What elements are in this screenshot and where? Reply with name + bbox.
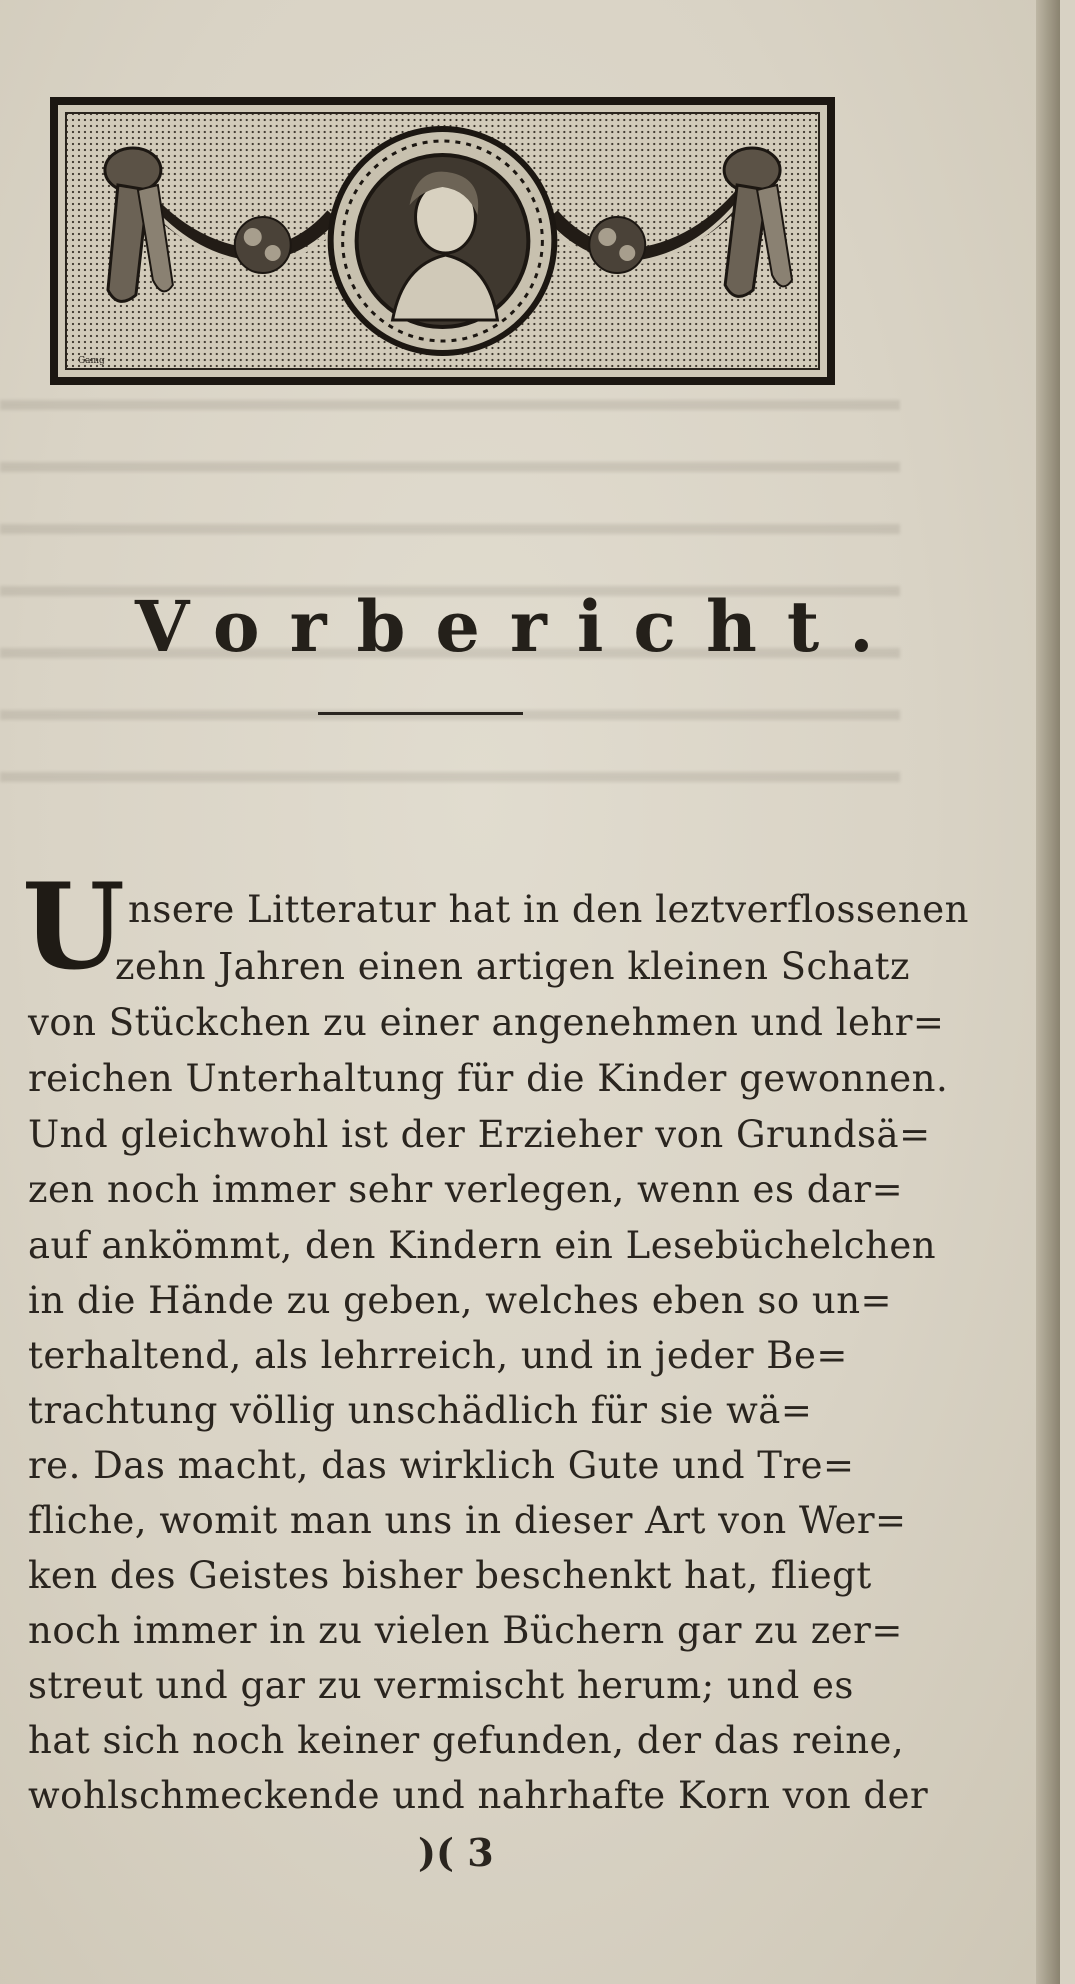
text-line: nsere Litteratur hat in den leztverflossenen <box>128 888 969 931</box>
chapter-heading: Vorbericht. <box>135 585 904 668</box>
text-line: reichen Unterhaltung für die Kinder gewonnen. <box>28 1057 949 1100</box>
drop-cap: U <box>22 857 125 996</box>
text-line: wohlschmeckende und nahrhafte Korn von der <box>28 1774 929 1817</box>
page-gutter <box>1036 0 1060 1984</box>
text-line: fliche, womit man uns in dieser Art von Wer= <box>28 1499 907 1542</box>
text-line: ken des Geistes bisher beschenkt hat, fliegt <box>28 1554 872 1597</box>
text-line: terhaltend, als lehrreich, und in jeder Be= <box>28 1334 848 1377</box>
text-line: von Stückchen zu einer angenehmen und lehr= <box>28 1001 945 1044</box>
signature-mark: )( 3 <box>418 1830 494 1875</box>
svg-text:Gamg: Gamg <box>77 355 105 367</box>
text-line: re. Das macht, das wirklich Gute und Tre= <box>28 1444 855 1487</box>
text-line: streut und gar zu vermischt herum; und es <box>28 1664 854 1707</box>
text-line: noch immer in zu vielen Büchern gar zu zer= <box>28 1609 903 1652</box>
text-line: zen noch immer sehr verlegen, wenn es dar= <box>28 1168 904 1211</box>
text-line: Und gleichwohl ist der Erzieher von Grundsä= <box>28 1113 931 1156</box>
text-line: zehn Jahren einen artigen kleinen Schatz <box>115 945 910 988</box>
header-ornament-vignette <box>50 97 835 385</box>
heading-rule <box>318 712 523 715</box>
text-line: auf ankömmt, den Kindern ein Lesebüchelchen <box>28 1224 937 1267</box>
text-line: trachtung völlig unschädlich für sie wä= <box>28 1389 813 1432</box>
text-line: in die Hände zu geben, welches eben so un= <box>28 1279 893 1322</box>
text-line: hat sich noch keiner gefunden, der das reine, <box>28 1719 905 1762</box>
